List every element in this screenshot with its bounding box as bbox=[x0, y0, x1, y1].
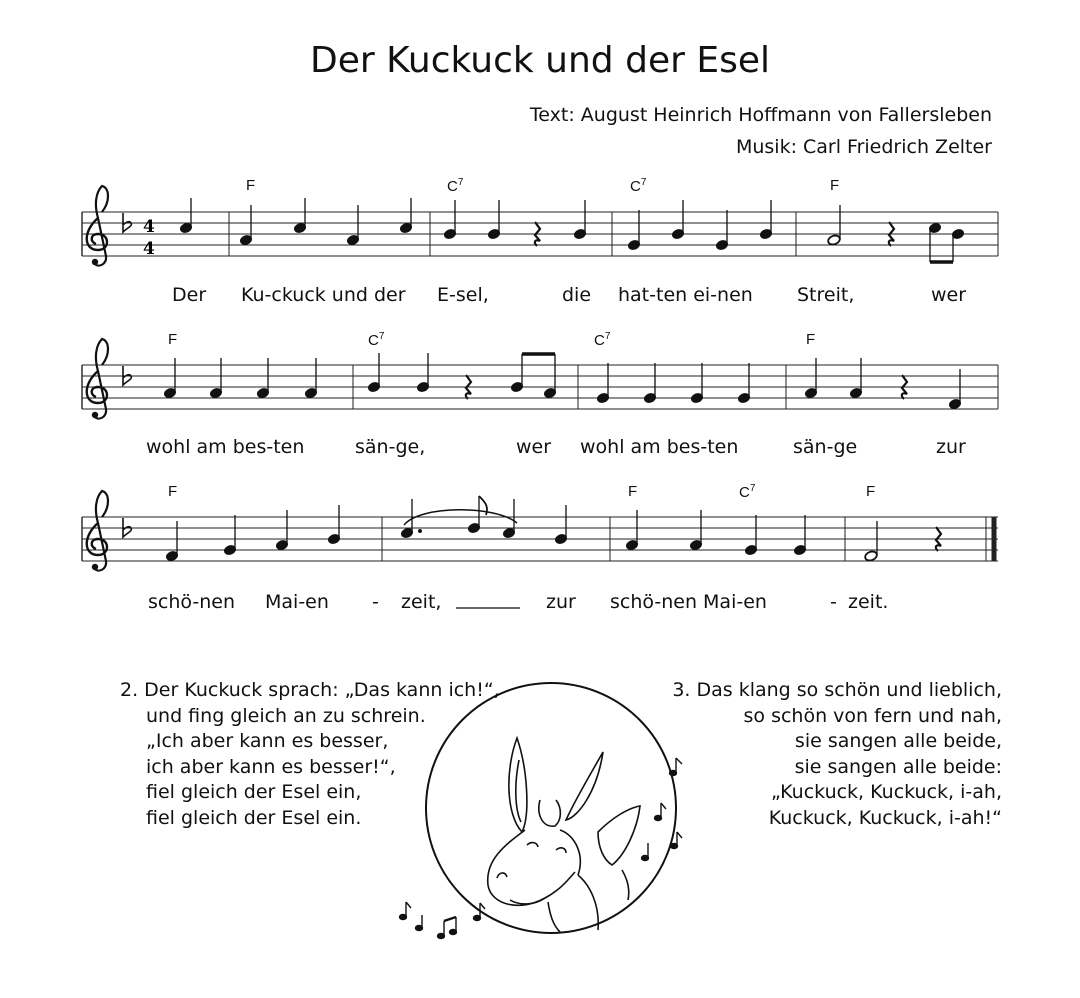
lyric-syllable: wer bbox=[931, 284, 967, 306]
chord-symbol: F bbox=[806, 331, 816, 348]
staff-1 bbox=[82, 186, 998, 266]
chord-symbol: F bbox=[830, 177, 840, 194]
music-credit: Musik: Carl Friedrich Zelter bbox=[735, 136, 992, 158]
song-title: Der Kuckuck und der Esel bbox=[309, 40, 770, 81]
chord-symbol: $C^7$ bbox=[368, 331, 385, 349]
lyric-syllable: schö-nen bbox=[148, 591, 235, 613]
time-signature-bottom: 4 bbox=[143, 239, 155, 259]
lyric-syllable: zur bbox=[546, 591, 576, 613]
lyric-syllable: zeit, bbox=[401, 591, 442, 613]
lyric-syllable: Mai-en bbox=[265, 591, 329, 613]
treble-clef-icon bbox=[87, 491, 108, 571]
music-notes-decoration bbox=[400, 758, 683, 939]
lyric-syllable: sän-ge bbox=[793, 436, 858, 458]
verse-line: „Kuckuck, Kuckuck, i-ah, bbox=[770, 781, 1002, 803]
lyric-syllable: schö-nen Mai-en bbox=[610, 591, 767, 613]
lyric-syllable: zeit. bbox=[848, 591, 889, 613]
lyric-syllable: wohl am bes-ten bbox=[146, 436, 305, 458]
lyric-syllable: Ku-ckuck und der bbox=[241, 284, 406, 306]
verse-line: so schön von fern und nah, bbox=[743, 704, 1002, 727]
verse-line: ich aber kann es besser!“, bbox=[146, 755, 396, 778]
verse-line: 3. Das klang so schön und lieblich, bbox=[672, 679, 1002, 701]
verse-line: und fing gleich an zu schrein. bbox=[146, 704, 426, 727]
chord-symbol: F bbox=[866, 483, 876, 500]
text-credit: Text: August Heinrich Hoffmann von Fallersleben bbox=[529, 104, 992, 126]
lyric-syllable: - bbox=[372, 591, 379, 613]
lyric-syllable: wohl am bes-ten bbox=[580, 436, 739, 458]
verse-line: 2. Der Kuckuck sprach: „Das kann ich!“, bbox=[120, 679, 500, 701]
lyric-syllable: hat-ten ei-nen bbox=[618, 284, 753, 306]
chord-symbol: $C^7$ bbox=[594, 331, 611, 349]
chord-symbol: F bbox=[168, 331, 178, 348]
lyric-syllable: Der bbox=[172, 284, 207, 306]
chord-symbol: F bbox=[246, 177, 256, 194]
staff-2 bbox=[82, 339, 998, 419]
lyric-syllable: wer bbox=[516, 436, 552, 458]
donkey-illustration bbox=[426, 683, 676, 933]
verse-line: fiel gleich der Esel ein. bbox=[146, 806, 362, 829]
chord-symbol: $C^7$ bbox=[630, 177, 647, 195]
lyric-syllable: Streit, bbox=[797, 284, 855, 306]
time-signature-top: 4 bbox=[143, 217, 155, 237]
verse-line: Kuckuck, Kuckuck, i-ah!“ bbox=[768, 806, 1002, 829]
treble-clef-icon bbox=[87, 339, 108, 419]
chord-symbol: F bbox=[628, 483, 638, 500]
verse-line: „Ich aber kann es besser, bbox=[146, 730, 389, 752]
lyric-syllable: E-sel, bbox=[437, 284, 489, 306]
lyric-syllable: die bbox=[562, 284, 592, 306]
lyric-syllable: zur bbox=[936, 436, 966, 458]
verse-line: fiel gleich der Esel ein, bbox=[146, 781, 362, 803]
verse-line: sie sangen alle beide: bbox=[794, 755, 1002, 778]
staff-3 bbox=[82, 491, 998, 571]
chord-symbol: $C^7$ bbox=[739, 483, 756, 501]
chord-symbol: $C^7$ bbox=[447, 177, 464, 195]
lyric-syllable: sän-ge, bbox=[355, 436, 426, 458]
lyric-syllable: - bbox=[830, 591, 837, 613]
verse-line: sie sangen alle beide, bbox=[794, 730, 1002, 752]
treble-clef-icon bbox=[87, 186, 108, 266]
chord-symbol: F bbox=[168, 483, 178, 500]
